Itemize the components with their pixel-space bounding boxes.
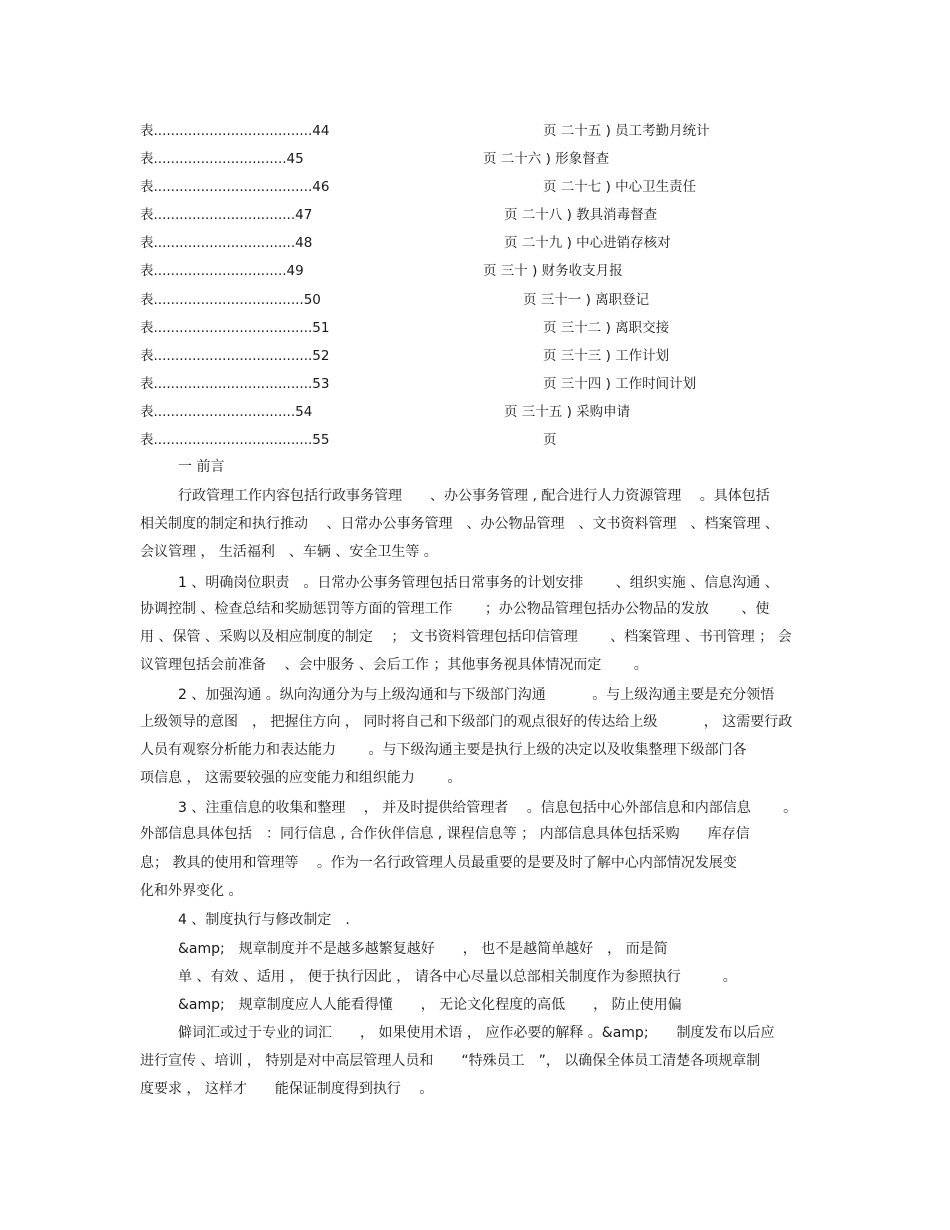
section-heading: 一 前言 xyxy=(178,459,225,475)
toc-left-entry: 表.................................48 xyxy=(140,235,313,251)
toc-right-entry: 页 三十四 ) 工作时间计划 xyxy=(543,376,697,392)
toc-left-entry: 表.....................................46 xyxy=(140,179,330,195)
toc-right-entry: 页 三十三 ) 工作计划 xyxy=(543,348,670,364)
body-line: 用 、保管 、采购以及相应制度的制定 ； 文书资料管理包括印信管理 、档案管理 、书刊管理 ； 会 xyxy=(140,629,792,645)
body-line: 相关制度的制定和执行推动 、日常办公事务管理 、办公物品管理 、文书资料管理 、档案管理 、 xyxy=(140,516,779,532)
body-line: 项信息 ， 这需要较强的应变能力和组织能力 。 xyxy=(140,770,462,786)
toc-right-entry: 页 三十一 ) 离职登记 xyxy=(523,292,650,308)
body-line: 1 、明确岗位职责 。日常办公事务管理包括日常事务的计划安排 、组织实施 、信息沟通 、 xyxy=(178,575,779,591)
body-line: 僻词汇或过于专业的词汇 ， 如果使用术语 ， 应作必要的解释 。&amp; 制度发布以后应 xyxy=(178,1025,775,1041)
toc-right-entry: 页 二十五 ) 员工考勤月统计 xyxy=(543,123,710,139)
body-line: 3 、注重信息的收集和整理 ， 并及时提供给管理者 。信息包括中心外部信息和内部信息 。 xyxy=(178,800,798,816)
toc-left-entry: 表...............................45 xyxy=(140,151,304,167)
toc-right-entry: 页 三十 ) 财务收支月报 xyxy=(483,263,623,279)
body-line: 会议管理 ， 生活福利 、车辆 、安全卫生等 。 xyxy=(140,544,438,560)
body-line: 4 、制度执行与修改制定 . xyxy=(178,912,350,928)
body-line: 化和外界变化 。 xyxy=(140,883,243,899)
body-line: 人员有观察分析能力和表达能力 。与下级沟通主要是执行上级的决定以及收集整理下级部门各 xyxy=(140,742,747,758)
toc-right-entry: 页 二十八 ) 教具消毒督查 xyxy=(504,207,658,223)
body-line: 议管理包括会前准备 、会中服务 、会后工作 ；其他事务视具体情况而定 。 xyxy=(140,657,648,673)
body-line: 上级领导的意图 ， 把握住方向 ， 同时将自己和下级部门的观点很好的传达给上级 ， 这需要行政 xyxy=(140,714,793,730)
toc-left-entry: 表.................................54 xyxy=(140,404,313,420)
toc-left-entry: 表.....................................51 xyxy=(140,320,330,336)
body-line: 进行宣传 、培训 ， 特别是对中高层管理人员和 “特殊员工 ”， 以确保全体员工清楚各项规章制 xyxy=(140,1053,761,1069)
toc-left-entry: 表.....................................52 xyxy=(140,348,330,364)
toc-right-entry: 页 二十七 ) 中心卫生责任 xyxy=(543,179,697,195)
body-line: 外部信息具体包括 ：同行信息 , 合作伙伴信息 , 课程信息等 ； 内部信息具体包括采购 库存信 xyxy=(140,826,750,842)
body-line: 协调控制 、检查总结和奖励惩罚等方面的管理工作 ；办公物品管理包括办公物品的发放 、使 xyxy=(140,601,770,617)
toc-right-entry: 页 三十五 ) 采购申请 xyxy=(504,404,631,420)
body-line: 度要求 ， 这样才 能保证制度得到执行 。 xyxy=(140,1081,434,1097)
toc-left-entry: 表.................................47 xyxy=(140,207,313,223)
body-line: 2 、加强沟通 。纵向沟通分为与上级沟通和与下级部门沟通 。与上级沟通主要是充分领悟 xyxy=(178,687,775,703)
body-line: &amp; 规章制度应人人能看得懂 ， 无论文化程度的高低 ， 防止使用偏 xyxy=(178,997,682,1013)
toc-right-entry: 页 三十二 ) 离职交接 xyxy=(543,320,670,336)
toc-left-entry: 表.....................................55 xyxy=(140,432,330,448)
toc-left-entry: 表.....................................53 xyxy=(140,376,330,392)
toc-left-entry: 表.....................................44 xyxy=(140,123,330,139)
toc-right-entry: 页 xyxy=(543,432,557,448)
body-line: &amp; 规章制度并不是越多越繁复越好 ， 也不是越简单越好 ， 而是简 xyxy=(178,941,668,957)
toc-right-entry: 页 二十六 ) 形象督查 xyxy=(483,151,610,167)
body-line: 行政管理工作内容包括行政事务管理 、办公事务管理 , 配合进行人力资源管理 。具体包括 xyxy=(178,488,770,504)
toc-left-entry: 表...................................50 xyxy=(140,292,321,308)
toc-left-entry: 表...............................49 xyxy=(140,263,304,279)
body-line: 息； 教具的使用和管理等 。作为一名行政管理人员最重要的是要及时了解中心内部情况发展变 xyxy=(140,855,737,871)
body-line: 单 、有效 、适用 ， 便于执行因此 ， 请各中心尽量以总部相关制度作为参照执行 。 xyxy=(178,969,737,985)
toc-right-entry: 页 二十九 ) 中心进销存核对 xyxy=(504,235,671,251)
